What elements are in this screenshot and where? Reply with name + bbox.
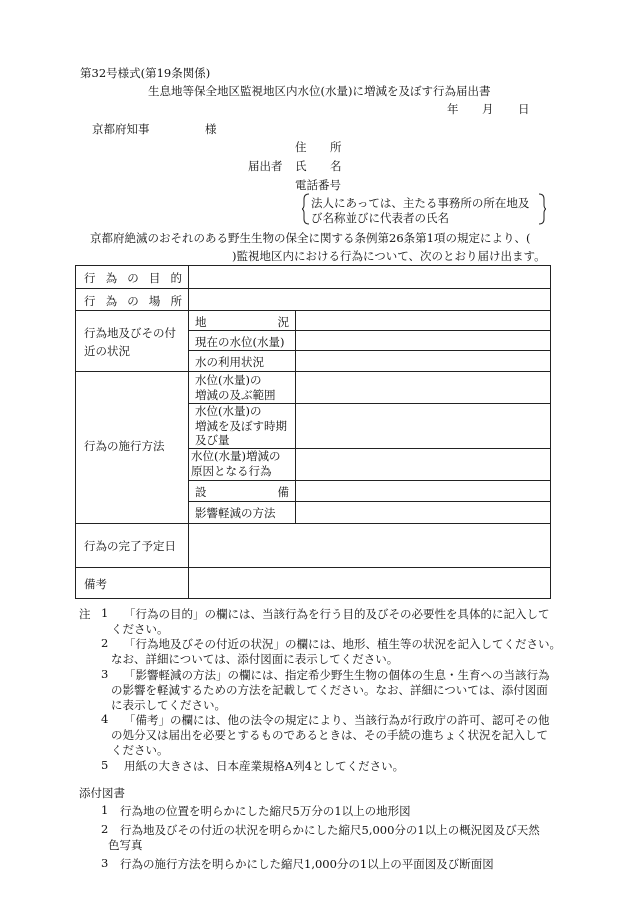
- note-number: 5: [101, 758, 109, 772]
- attachment-line: 色写真: [108, 838, 143, 852]
- corp-note-line1: 法人にあっては、主たる事務所の所在地及: [311, 196, 530, 210]
- attachment-number: 2: [101, 822, 109, 836]
- note-line: ください。: [111, 743, 169, 757]
- note-line: ください。: [111, 622, 169, 636]
- addressee: 京都府知事: [92, 122, 150, 136]
- form-number: 第32号様式(第19条関係): [80, 66, 211, 80]
- note-line: の処分又は届出を必要とするものであるときは、その手続の進ちょく状況を記入して: [111, 728, 548, 742]
- applicant-label: 届出者: [248, 159, 283, 173]
- timing-label: 水位(水量)の 増減を及ぼす時期 及び量: [195, 404, 287, 447]
- body-line1: 京都府絶滅のおそれのある野生生物の保全に関する条例第26条第1項の規定により、(: [90, 231, 531, 245]
- note-line: 「影響軽減の方法」の欄には、指定希少野生生物の個体の生息・生育への当該行為: [124, 668, 550, 682]
- note-line: 用紙の大きさは、日本産業規格A列4としてください。: [124, 759, 405, 773]
- note-line: に表示してください。: [111, 698, 226, 712]
- date-year-label: 年: [447, 102, 459, 116]
- note-line: 「行為地及びその付近の状況」の欄には、地形、植生等の状況を記入してください。: [124, 637, 561, 651]
- note-line: なお、詳細については、添付図面に表示してください。: [111, 652, 399, 666]
- notes-label: 注: [79, 607, 91, 621]
- name-label-2: 名: [330, 159, 342, 173]
- note-line: 「備考」の欄には、他の法令の規定により、当該行為が行政庁の許可、認可その他: [124, 713, 550, 727]
- address-label-2: 所: [330, 140, 342, 154]
- addressee-suffix: 様: [205, 122, 217, 136]
- phone-label: 電話番号: [295, 178, 341, 192]
- form-title: 生息地等保全地区監視地区内水位(水量)に増減を及ぼす行為届出書: [148, 84, 491, 98]
- attachment-line: 行為地及びその付近の状況を明らかにした縮尺5,000分の1以上の概況図及び天然: [120, 823, 540, 837]
- attachment-line: 行為地の位置を明らかにした縮尺5万分の1以上の地形図: [120, 804, 411, 818]
- remarks-label: 備考: [84, 577, 107, 591]
- mitigation-label: 影響軽減の方法: [195, 506, 276, 520]
- name-label-1: 氏: [295, 159, 307, 173]
- current-level-label: 現在の水位(水量): [195, 335, 285, 349]
- attachments-title: 添付図書: [79, 786, 125, 800]
- water-use-label: 水の利用状況: [195, 355, 264, 369]
- cause-label: 水位(水量)増減の 原因となる行為: [191, 449, 281, 478]
- surroundings-label: 行為地及びその付 近の状況: [84, 326, 176, 358]
- note-number: 3: [101, 667, 109, 681]
- attachment-line: 行為の施行方法を明らかにした縮尺1,000分の1以上の平面図及び断面図: [120, 857, 494, 871]
- date-day-label: 日: [518, 102, 530, 116]
- completion-label: 行為の完了予定日: [84, 539, 176, 553]
- note-number: 2: [101, 636, 109, 650]
- range-label: 水位(水量)の 増減の及ぶ範囲: [195, 373, 276, 402]
- equipment-label: 設 備: [195, 485, 289, 499]
- address-label-1: 住: [295, 140, 307, 154]
- date-month-label: 月: [482, 102, 494, 116]
- body-line2: )監視地区内における行為について、次のとおり届け出ます。: [232, 249, 546, 263]
- purpose-label: [84, 270, 182, 286]
- note-number: 4: [101, 712, 109, 726]
- method-label: 行為の施行方法: [84, 439, 165, 453]
- location-label: 行 為 の 場 所: [84, 294, 182, 308]
- attachment-number: 3: [101, 856, 109, 870]
- terrain-label: 地 況: [195, 315, 289, 329]
- purpose-text: 行 為 の 目 的: [84, 271, 182, 285]
- note-line: の影響を軽減するための方法を記載してください。なお、詳細については、添付図面: [111, 683, 548, 697]
- note-line: 「行為の目的」の欄には、当該行為を行う目的及びその必要性を具体的に記入して: [124, 607, 550, 621]
- attachment-number: 1: [101, 803, 109, 817]
- note-number: 1: [101, 606, 109, 620]
- corp-note-line2: び名称並びに代表者の氏名: [311, 211, 449, 225]
